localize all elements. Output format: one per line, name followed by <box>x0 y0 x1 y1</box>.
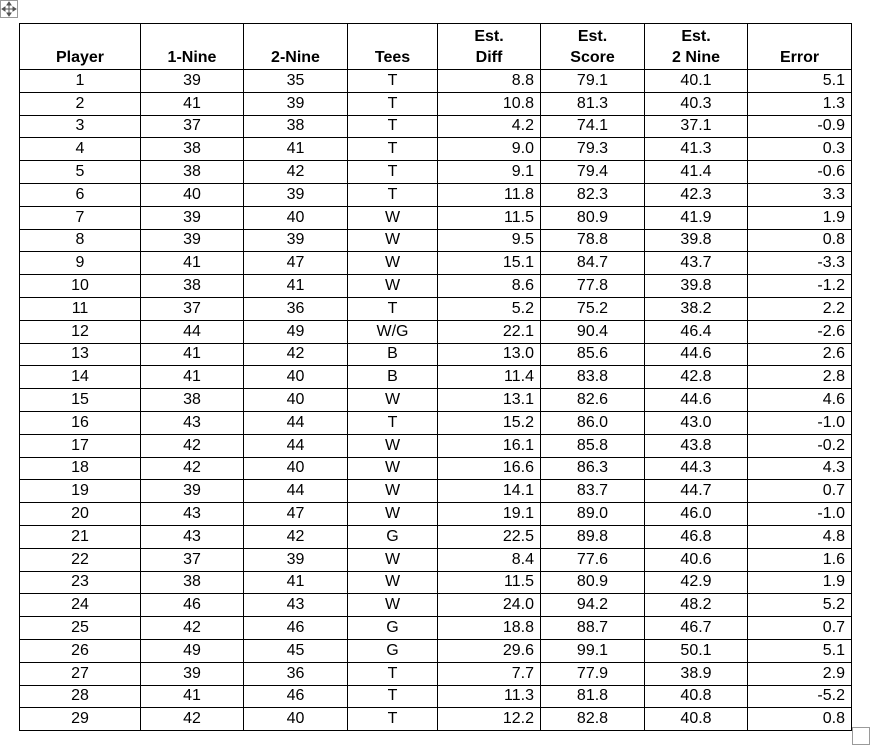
cell-error[interactable]: 5.1 <box>748 639 852 662</box>
cell-nine2[interactable]: 47 <box>244 252 348 275</box>
cell-error[interactable]: 4.3 <box>748 457 852 480</box>
cell-player[interactable]: 1 <box>20 70 141 93</box>
cell-nine1[interactable]: 40 <box>141 183 244 206</box>
cell-est-2nine[interactable]: 40.8 <box>645 685 748 708</box>
cell-nine2[interactable]: 42 <box>244 343 348 366</box>
cell-est-score[interactable]: 99.1 <box>541 639 645 662</box>
cell-est-score[interactable]: 80.9 <box>541 206 645 229</box>
cell-est-diff[interactable]: 9.5 <box>438 229 541 252</box>
table-row <box>20 594 852 617</box>
cell-est-diff[interactable]: 10.8 <box>438 92 541 115</box>
cell-est-2nine[interactable]: 37.1 <box>645 115 748 138</box>
move-arrows-icon <box>1 1 17 17</box>
cell-nine2[interactable]: 40 <box>244 457 348 480</box>
cell-error[interactable]: 0.7 <box>748 480 852 503</box>
header-nine2 <box>244 24 348 70</box>
cell-nine2[interactable]: 41 <box>244 571 348 594</box>
cell-tees[interactable]: T <box>348 161 438 184</box>
cell-est-diff[interactable]: 9.1 <box>438 161 541 184</box>
cell-tees[interactable]: W <box>348 503 438 526</box>
header-nine1 <box>141 24 244 70</box>
cell-player[interactable]: 7 <box>20 206 141 229</box>
cell-player[interactable]: 21 <box>20 525 141 548</box>
cell-nine1[interactable]: 41 <box>141 252 244 275</box>
table-row <box>20 297 852 320</box>
cell-tees[interactable]: W <box>348 457 438 480</box>
cell-nine2[interactable]: 41 <box>244 275 348 298</box>
cell-player[interactable]: 20 <box>20 503 141 526</box>
header-tees <box>348 24 438 70</box>
cell-nine1[interactable]: 38 <box>141 275 244 298</box>
table-row <box>20 252 852 275</box>
cell-nine1[interactable]: 49 <box>141 639 244 662</box>
cell-nine1[interactable]: 42 <box>141 457 244 480</box>
cell-est-2nine[interactable]: 41.4 <box>645 161 748 184</box>
table-resize-handle[interactable] <box>852 727 870 745</box>
cell-error[interactable]: 1.9 <box>748 571 852 594</box>
cell-player[interactable]: 5 <box>20 161 141 184</box>
cell-error[interactable]: 2.6 <box>748 343 852 366</box>
cell-est-score[interactable]: 77.9 <box>541 662 645 685</box>
cell-player[interactable]: 8 <box>20 229 141 252</box>
table-row <box>20 275 852 298</box>
cell-player[interactable]: 25 <box>20 617 141 640</box>
cell-nine2[interactable]: 40 <box>244 708 348 731</box>
cell-player[interactable]: 26 <box>20 639 141 662</box>
header-row <box>20 24 852 70</box>
header-est-diff <box>438 24 541 70</box>
cell-nine2[interactable]: 39 <box>244 92 348 115</box>
cell-error[interactable]: -1.0 <box>748 503 852 526</box>
cell-player[interactable]: 12 <box>20 320 141 343</box>
cell-nine1[interactable]: 41 <box>141 343 244 366</box>
table-row <box>20 525 852 548</box>
cell-tees[interactable]: G <box>348 639 438 662</box>
cell-nine2[interactable]: 40 <box>244 366 348 389</box>
cell-est-2nine[interactable]: 42.8 <box>645 366 748 389</box>
cell-est-diff[interactable]: 11.5 <box>438 206 541 229</box>
cell-player[interactable]: 22 <box>20 548 141 571</box>
header-text: 2-Nine <box>271 49 320 66</box>
table-row <box>20 229 852 252</box>
cell-est-score[interactable]: 77.8 <box>541 275 645 298</box>
cell-est-score[interactable]: 89.8 <box>541 525 645 548</box>
cell-nine1[interactable]: 38 <box>141 161 244 184</box>
cell-nine1[interactable]: 42 <box>141 617 244 640</box>
cell-error[interactable]: 0.8 <box>748 229 852 252</box>
table-row <box>20 548 852 571</box>
table-row <box>20 138 852 161</box>
table-row <box>20 115 852 138</box>
cell-player[interactable]: 15 <box>20 389 141 412</box>
cell-error[interactable]: 1.6 <box>748 548 852 571</box>
cell-est-score[interactable]: 82.6 <box>541 389 645 412</box>
table-row <box>20 662 852 685</box>
table-row <box>20 457 852 480</box>
cell-est-diff[interactable]: 4.2 <box>438 115 541 138</box>
cell-nine2[interactable]: 35 <box>244 70 348 93</box>
cell-tees[interactable]: G <box>348 525 438 548</box>
cell-est-diff[interactable]: 5.2 <box>438 297 541 320</box>
cell-tees[interactable]: T <box>348 685 438 708</box>
cell-est-score[interactable]: 90.4 <box>541 320 645 343</box>
cell-nine1[interactable]: 39 <box>141 662 244 685</box>
cell-est-2nine[interactable]: 44.6 <box>645 343 748 366</box>
cell-est-diff[interactable]: 18.8 <box>438 617 541 640</box>
cell-tees[interactable]: W <box>348 275 438 298</box>
table-row <box>20 617 852 640</box>
cell-est-diff[interactable]: 29.6 <box>438 639 541 662</box>
cell-error[interactable]: 2.8 <box>748 366 852 389</box>
cell-est-diff[interactable]: 11.4 <box>438 366 541 389</box>
header-text: Est. <box>474 28 504 45</box>
cell-tees[interactable]: W <box>348 389 438 412</box>
cell-est-2nine[interactable]: 38.9 <box>645 662 748 685</box>
table-row <box>20 183 852 206</box>
cell-nine2[interactable]: 39 <box>244 548 348 571</box>
cell-nine1[interactable]: 37 <box>141 115 244 138</box>
table-row <box>20 389 852 412</box>
header-text: Score <box>570 49 615 66</box>
cell-est-diff[interactable]: 24.0 <box>438 594 541 617</box>
cell-nine1[interactable]: 38 <box>141 138 244 161</box>
cell-est-diff[interactable]: 11.8 <box>438 183 541 206</box>
cell-error[interactable]: 5.1 <box>748 70 852 93</box>
cell-nine2[interactable]: 44 <box>244 480 348 503</box>
cell-player[interactable]: 13 <box>20 343 141 366</box>
cell-est-diff[interactable]: 9.0 <box>438 138 541 161</box>
cell-nine1[interactable]: 46 <box>141 594 244 617</box>
cell-error[interactable]: 5.2 <box>748 594 852 617</box>
cell-nine1[interactable]: 43 <box>141 411 244 434</box>
cell-tees[interactable]: W <box>348 252 438 275</box>
cell-est-2nine[interactable]: 40.8 <box>645 708 748 731</box>
header-est-score <box>541 24 645 70</box>
cell-est-2nine[interactable]: 41.3 <box>645 138 748 161</box>
cell-error[interactable]: 4.8 <box>748 525 852 548</box>
cell-tees[interactable]: W <box>348 229 438 252</box>
cell-player[interactable]: 6 <box>20 183 141 206</box>
cell-error[interactable]: -0.6 <box>748 161 852 184</box>
cell-est-score[interactable]: 83.7 <box>541 480 645 503</box>
cell-nine1[interactable]: 39 <box>141 480 244 503</box>
cell-error[interactable]: -1.0 <box>748 411 852 434</box>
cell-error[interactable]: 1.3 <box>748 92 852 115</box>
cell-error[interactable]: -2.6 <box>748 320 852 343</box>
table-row <box>20 411 852 434</box>
table-row <box>20 639 852 662</box>
cell-tees[interactable]: W <box>348 434 438 457</box>
cell-nine2[interactable]: 40 <box>244 389 348 412</box>
cell-error[interactable]: 4.6 <box>748 389 852 412</box>
cell-est-score[interactable]: 80.9 <box>541 571 645 594</box>
cell-nine1[interactable]: 39 <box>141 206 244 229</box>
golf-score-table <box>19 23 852 731</box>
table-body <box>20 70 852 731</box>
table-row <box>20 571 852 594</box>
cell-est-score[interactable]: 94.2 <box>541 594 645 617</box>
cell-tees[interactable]: W <box>348 594 438 617</box>
cell-nine2[interactable]: 44 <box>244 434 348 457</box>
table-row <box>20 480 852 503</box>
cell-nine2[interactable]: 41 <box>244 138 348 161</box>
cell-tees[interactable]: W <box>348 480 438 503</box>
cell-est-diff[interactable]: 15.2 <box>438 411 541 434</box>
cell-est-score[interactable]: 81.8 <box>541 685 645 708</box>
cell-nine1[interactable]: 43 <box>141 503 244 526</box>
table-row <box>20 366 852 389</box>
table-row <box>20 503 852 526</box>
cell-est-diff[interactable]: 16.1 <box>438 434 541 457</box>
cell-est-diff[interactable]: 15.1 <box>438 252 541 275</box>
cell-est-2nine[interactable]: 41.9 <box>645 206 748 229</box>
cell-player[interactable]: 29 <box>20 708 141 731</box>
cell-est-score[interactable]: 85.8 <box>541 434 645 457</box>
cell-tees[interactable]: T <box>348 70 438 93</box>
cell-error[interactable]: 3.3 <box>748 183 852 206</box>
cell-error[interactable]: -5.2 <box>748 685 852 708</box>
cell-player[interactable]: 24 <box>20 594 141 617</box>
cell-est-score[interactable]: 79.3 <box>541 138 645 161</box>
cell-tees[interactable]: T <box>348 92 438 115</box>
cell-tees[interactable]: W <box>348 206 438 229</box>
cell-nine2[interactable]: 49 <box>244 320 348 343</box>
table-row <box>20 685 852 708</box>
cell-tees[interactable]: T <box>348 411 438 434</box>
cell-tees[interactable]: W <box>348 571 438 594</box>
header-text: Error <box>779 49 820 66</box>
cell-nine2[interactable]: 47 <box>244 503 348 526</box>
header-text: 2 Nine <box>671 49 720 66</box>
cell-est-2nine[interactable]: 46.8 <box>645 525 748 548</box>
cell-est-2nine[interactable]: 43.7 <box>645 252 748 275</box>
cell-est-score[interactable]: 82.8 <box>541 708 645 731</box>
cell-est-score[interactable]: 77.6 <box>541 548 645 571</box>
cell-est-score[interactable]: 89.0 <box>541 503 645 526</box>
cell-tees[interactable]: T <box>348 708 438 731</box>
cell-nine1[interactable]: 41 <box>141 366 244 389</box>
cell-nine2[interactable]: 42 <box>244 161 348 184</box>
cell-tees[interactable]: B <box>348 366 438 389</box>
cell-est-diff[interactable]: 19.1 <box>438 503 541 526</box>
cell-nine1[interactable]: 38 <box>141 389 244 412</box>
cell-est-2nine[interactable]: 39.8 <box>645 275 748 298</box>
cell-tees[interactable]: G <box>348 617 438 640</box>
cell-est-score[interactable]: 86.0 <box>541 411 645 434</box>
cell-est-2nine[interactable]: 43.8 <box>645 434 748 457</box>
cell-est-diff[interactable]: 8.4 <box>438 548 541 571</box>
cell-player[interactable]: 14 <box>20 366 141 389</box>
cell-nine2[interactable]: 40 <box>244 206 348 229</box>
cell-nine1[interactable]: 41 <box>141 685 244 708</box>
header-text: Est. <box>577 28 608 45</box>
cell-error[interactable]: -0.2 <box>748 434 852 457</box>
cell-est-diff[interactable]: 11.5 <box>438 571 541 594</box>
cell-tees[interactable]: B <box>348 343 438 366</box>
cell-est-score[interactable]: 74.1 <box>541 115 645 138</box>
cell-est-2nine[interactable]: 40.1 <box>645 70 748 93</box>
header-error <box>748 24 852 70</box>
cell-nine2[interactable]: 46 <box>244 617 348 640</box>
cell-est-score[interactable]: 88.7 <box>541 617 645 640</box>
cell-error[interactable]: 2.9 <box>748 662 852 685</box>
cell-est-diff[interactable]: 7.7 <box>438 662 541 685</box>
cell-error[interactable]: 2.2 <box>748 297 852 320</box>
cell-est-2nine[interactable]: 38.2 <box>645 297 748 320</box>
cell-error[interactable]: -3.3 <box>748 252 852 275</box>
cell-est-score[interactable]: 78.8 <box>541 229 645 252</box>
cell-player[interactable]: 2 <box>20 92 141 115</box>
cell-tees[interactable]: T <box>348 115 438 138</box>
cell-error[interactable]: -0.9 <box>748 115 852 138</box>
cell-nine2[interactable]: 39 <box>244 183 348 206</box>
cell-est-score[interactable]: 75.2 <box>541 297 645 320</box>
cell-player[interactable]: 19 <box>20 480 141 503</box>
cell-tees[interactable]: T <box>348 297 438 320</box>
cell-est-2nine[interactable]: 42.3 <box>645 183 748 206</box>
cell-est-2nine[interactable]: 44.3 <box>645 457 748 480</box>
cell-est-score[interactable]: 82.3 <box>541 183 645 206</box>
cell-nine1[interactable]: 38 <box>141 571 244 594</box>
cell-nine1[interactable]: 42 <box>141 708 244 731</box>
cell-tees[interactable]: W/G <box>348 320 438 343</box>
cell-tees[interactable]: T <box>348 183 438 206</box>
cell-nine2[interactable]: 36 <box>244 297 348 320</box>
header-text: Player <box>55 49 105 66</box>
header-player <box>20 24 141 70</box>
cell-nine1[interactable]: 41 <box>141 92 244 115</box>
cell-player[interactable]: 18 <box>20 457 141 480</box>
table-row <box>20 343 852 366</box>
cell-est-2nine[interactable]: 44.7 <box>645 480 748 503</box>
table-move-handle[interactable] <box>0 0 18 18</box>
table-row <box>20 320 852 343</box>
table-header <box>20 24 852 70</box>
cell-player[interactable]: 11 <box>20 297 141 320</box>
header-est-2nine <box>645 24 748 70</box>
cell-est-2nine[interactable]: 44.6 <box>645 389 748 412</box>
cell-tees[interactable]: T <box>348 138 438 161</box>
cell-est-diff[interactable]: 13.1 <box>438 389 541 412</box>
cell-est-2nine[interactable]: 43.0 <box>645 411 748 434</box>
cell-nine2[interactable]: 43 <box>244 594 348 617</box>
cell-nine1[interactable]: 37 <box>141 297 244 320</box>
cell-player[interactable]: 23 <box>20 571 141 594</box>
cell-nine1[interactable]: 39 <box>141 229 244 252</box>
cell-player[interactable]: 17 <box>20 434 141 457</box>
cell-est-diff[interactable]: 8.8 <box>438 70 541 93</box>
cell-nine2[interactable]: 38 <box>244 115 348 138</box>
table-row <box>20 434 852 457</box>
cell-nine1[interactable]: 43 <box>141 525 244 548</box>
cell-est-2nine[interactable]: 39.8 <box>645 229 748 252</box>
cell-tees[interactable]: T <box>348 662 438 685</box>
cell-nine2[interactable]: 45 <box>244 639 348 662</box>
cell-est-diff[interactable]: 11.3 <box>438 685 541 708</box>
cell-est-diff[interactable]: 22.1 <box>438 320 541 343</box>
cell-error[interactable]: -1.2 <box>748 275 852 298</box>
cell-est-2nine[interactable]: 40.3 <box>645 92 748 115</box>
cell-est-score[interactable]: 85.6 <box>541 343 645 366</box>
cell-player[interactable]: 28 <box>20 685 141 708</box>
header-text: Est. <box>681 28 711 45</box>
cell-est-2nine[interactable]: 42.9 <box>645 571 748 594</box>
cell-player[interactable]: 27 <box>20 662 141 685</box>
cell-player[interactable]: 16 <box>20 411 141 434</box>
cell-tees[interactable]: W <box>348 548 438 571</box>
header-text: 1-Nine <box>167 49 217 66</box>
cell-est-diff[interactable]: 13.0 <box>438 343 541 366</box>
table-row <box>20 161 852 184</box>
cell-est-score[interactable]: 79.4 <box>541 161 645 184</box>
cell-est-score[interactable]: 79.1 <box>541 70 645 93</box>
cell-est-diff[interactable]: 22.5 <box>438 525 541 548</box>
cell-est-2nine[interactable]: 40.6 <box>645 548 748 571</box>
cell-nine2[interactable]: 44 <box>244 411 348 434</box>
cell-est-2nine[interactable]: 46.7 <box>645 617 748 640</box>
table-row <box>20 708 852 731</box>
cell-nine2[interactable]: 39 <box>244 229 348 252</box>
cell-est-diff[interactable]: 8.6 <box>438 275 541 298</box>
header-text: Diff <box>475 49 503 66</box>
table-row <box>20 70 852 93</box>
cell-est-2nine[interactable]: 46.4 <box>645 320 748 343</box>
cell-player[interactable]: 9 <box>20 252 141 275</box>
cell-est-2nine[interactable]: 50.1 <box>645 639 748 662</box>
cell-player[interactable]: 4 <box>20 138 141 161</box>
cell-error[interactable]: 0.7 <box>748 617 852 640</box>
cell-player[interactable]: 10 <box>20 275 141 298</box>
cell-nine1[interactable]: 44 <box>141 320 244 343</box>
cell-nine1[interactable]: 37 <box>141 548 244 571</box>
cell-est-score[interactable]: 84.7 <box>541 252 645 275</box>
cell-nine2[interactable]: 36 <box>244 662 348 685</box>
cell-est-2nine[interactable]: 46.0 <box>645 503 748 526</box>
table-row <box>20 92 852 115</box>
cell-error[interactable]: 1.9 <box>748 206 852 229</box>
header-text: Tees <box>374 49 411 66</box>
cell-est-score[interactable]: 86.3 <box>541 457 645 480</box>
cell-nine1[interactable]: 42 <box>141 434 244 457</box>
cell-est-2nine[interactable]: 48.2 <box>645 594 748 617</box>
table-row <box>20 206 852 229</box>
cell-nine2[interactable]: 46 <box>244 685 348 708</box>
cell-est-score[interactable]: 83.8 <box>541 366 645 389</box>
cell-est-diff[interactable]: 12.2 <box>438 708 541 731</box>
cell-est-diff[interactable]: 16.6 <box>438 457 541 480</box>
cell-est-diff[interactable]: 14.1 <box>438 480 541 503</box>
cell-player[interactable]: 3 <box>20 115 141 138</box>
cell-nine1[interactable]: 39 <box>141 70 244 93</box>
cell-nine2[interactable]: 42 <box>244 525 348 548</box>
cell-error[interactable]: 0.3 <box>748 138 852 161</box>
cell-error[interactable]: 0.8 <box>748 708 852 731</box>
cell-est-score[interactable]: 81.3 <box>541 92 645 115</box>
